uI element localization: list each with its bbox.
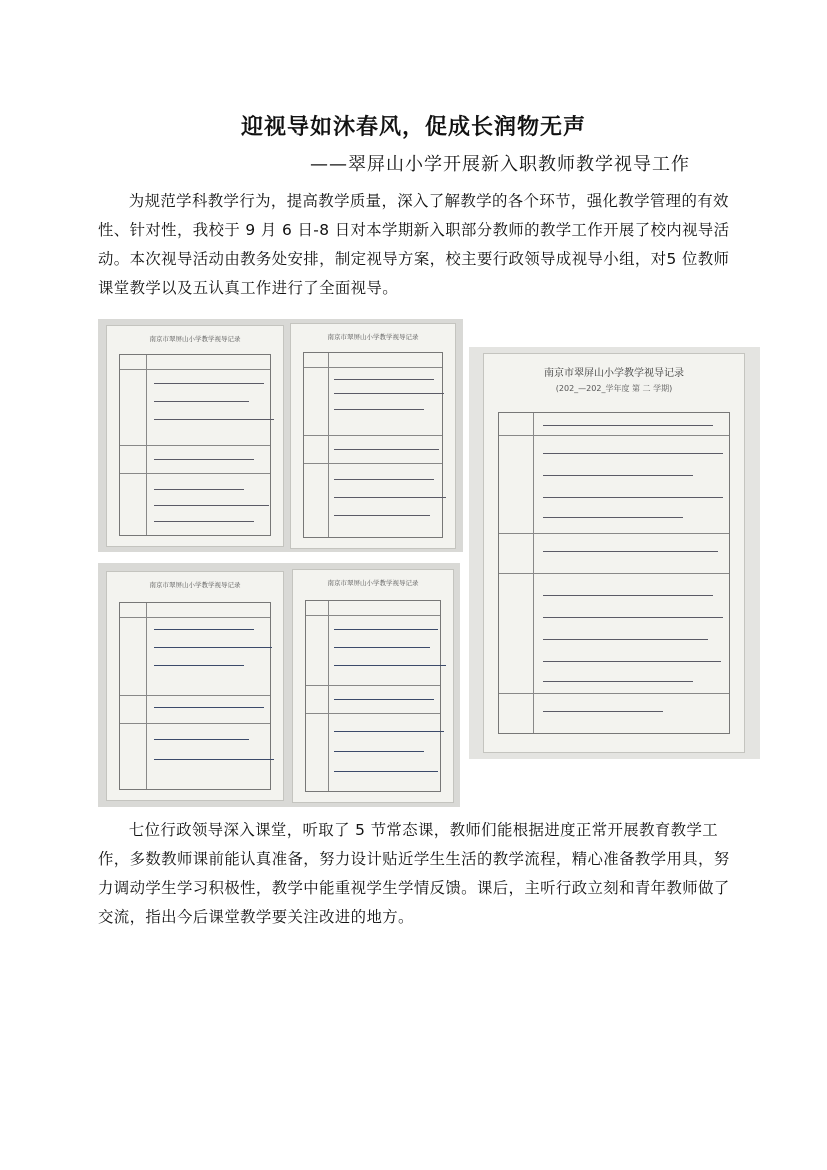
record-sheet-grid: [498, 412, 730, 734]
record-sheet: [106, 571, 284, 801]
record-sheet-year: (202_—202_学年度 第 二 学期): [555, 384, 673, 393]
photo-inspection-record-3: [469, 347, 760, 759]
record-sheet: [290, 323, 456, 549]
record-sheet-grid: [303, 352, 443, 538]
paragraph-intro: [98, 187, 738, 303]
record-sheet: [292, 569, 454, 803]
record-sheet: [106, 325, 284, 547]
photo-inspection-records-2: [98, 563, 460, 807]
record-sheet-grid: [119, 354, 271, 536]
paragraph-intro-text: 为规范学科教学行为，提高教学质量，深入了解教学的各个环节，强化教学管理的有效性、针对性，我校于 9 月 6 日-8 日对本学期新入职部分教师的教学工作开展了校内视导活动。本次视导活动由教务处安排，制定视导方案，校主要行政领导成视导小组，对5 位教师课堂教学以及五认真工作进行了全面视导。: [98, 192, 730, 297]
record-sheet-title: 南京市翠屏山小学教学视导记录: [149, 581, 241, 589]
record-sheet-title: 南京市翠屏山小学教学视导记录: [327, 579, 419, 587]
record-sheet-title: 南京市翠屏山小学教学视导记录: [544, 368, 684, 379]
record-sheet-title: 南京市翠屏山小学教学视导记录: [149, 335, 241, 343]
paragraph-summary-text: 七位行政领导深入课堂，听取了 5 节常态课，教师们能根据进度正常开展教育教学工作，多数教师课前能认真准备，努力设计贴近学生生活的教学流程，精心准备教学用具，努力调动学生学习积极性，教学中能重视学生学情反馈。课后，主听行政立刻和青年教师做了交流，指出今后课堂教学要关注改进的地方。: [98, 821, 730, 926]
photo-inspection-records-1: [98, 319, 463, 552]
record-sheet: [483, 353, 745, 753]
record-sheet-grid: [119, 602, 271, 790]
record-sheet-title: 南京市翠屏山小学教学视导记录: [327, 333, 419, 341]
article-subtitle: ——翠屏山小学开展新入职教师教学视导工作: [310, 154, 690, 175]
paragraph-summary: [98, 816, 738, 932]
record-sheet-grid: [305, 600, 441, 792]
article-title: 迎视导如沐春风，促成长润物无声: [240, 114, 586, 140]
